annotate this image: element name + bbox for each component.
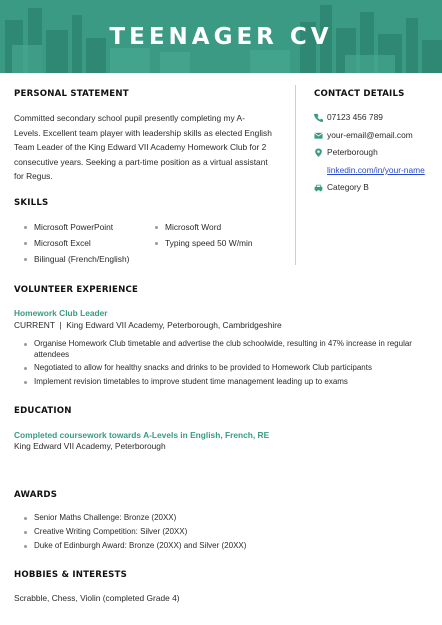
skills-heading: SKILLS [14,198,49,208]
bullet-icon [24,226,27,229]
volunteer-bullet: Implement revision timetables to improve student time management leading up to exams [34,377,348,386]
skill-item: Typing speed 50 W/min [165,238,253,248]
bullet-icon [24,343,27,346]
page-title: TEENAGER CV [109,23,333,50]
header-banner [0,0,442,73]
personal-statement-text [14,111,289,184]
location-text: Peterborough [327,147,378,157]
volunteer-experience-heading: VOLUNTEER EXPERIENCE [14,285,139,295]
column-divider [295,85,296,265]
education-school: King Edward VII Academy, Peterborough [14,441,166,451]
linkedin-link[interactable]: linkedin.com/in/your-name [327,165,425,175]
phone-icon [314,113,323,122]
bullet-icon [24,531,27,534]
bullet-icon [24,517,27,520]
car-icon [314,183,323,192]
bullet-icon [24,242,27,245]
bullet-icon [155,226,158,229]
volunteer-role-title: Homework Club Leader [14,308,108,318]
volunteer-bullet-continued: attendees [34,350,70,359]
bullet-icon [24,545,27,548]
bullet-icon [24,367,27,370]
email-address: your-email@email.com [327,130,413,140]
award-item: Duke of Edinburgh Award: Bronze (20XX) and Silver (20XX) [34,541,247,550]
statement-line: Levels. Excellent team player with leadership skills as elected English [14,127,272,138]
email-icon [314,131,323,140]
skill-item: Bilingual (French/English) [34,254,130,264]
education-title: Completed coursework towards A-Levels in English, French, RE [14,430,270,440]
bullet-icon [24,258,27,261]
awards-heading: AWARDS [14,490,58,500]
statement-line: consecutive years. Seeking a part-time position as a virtual assistant [14,156,268,167]
statement-line: for Regus. [14,171,53,181]
personal-statement-heading: PERSONAL STATEMENT [14,89,129,99]
driving-licence-text: Category B [327,182,369,192]
location-pin-icon [314,148,323,157]
statement-line: Team Leader of the King Edward VII Academy Homework Club for 2 [14,142,267,152]
skill-item: Microsoft PowerPoint [34,222,114,232]
contact-details-heading: CONTACT DETAILS [314,89,405,99]
skill-item: Microsoft Excel [34,238,91,248]
hobbies-text: Scrabble, Chess, Violin (completed Grade 4) [14,593,180,603]
volunteer-role-subline: CURRENT | King Edward VII Academy, Peterborough, Cambridgeshire [14,320,282,330]
award-item: Creative Writing Competition: Silver (20XX) [34,527,188,536]
bullet-icon [155,242,158,245]
volunteer-bullet: Negotiated to allow for healthy snacks and drinks to be provided to Homework Club participants [34,363,372,372]
volunteer-bullet: Organise Homework Club timetable and advertise the club schoolwide, resulting in 47% increase in regular [34,339,412,348]
hobbies-heading: HOBBIES & INTERESTS [14,570,127,580]
education-heading: EDUCATION [14,406,72,416]
phone-number: 07123 456 789 [327,112,383,122]
skill-item: Microsoft Word [165,222,222,232]
bullet-icon [24,381,27,384]
award-item: Senior Maths Challenge: Bronze (20XX) [34,513,177,522]
statement-line: Committed secondary school pupil presently completing my A- [14,113,245,123]
